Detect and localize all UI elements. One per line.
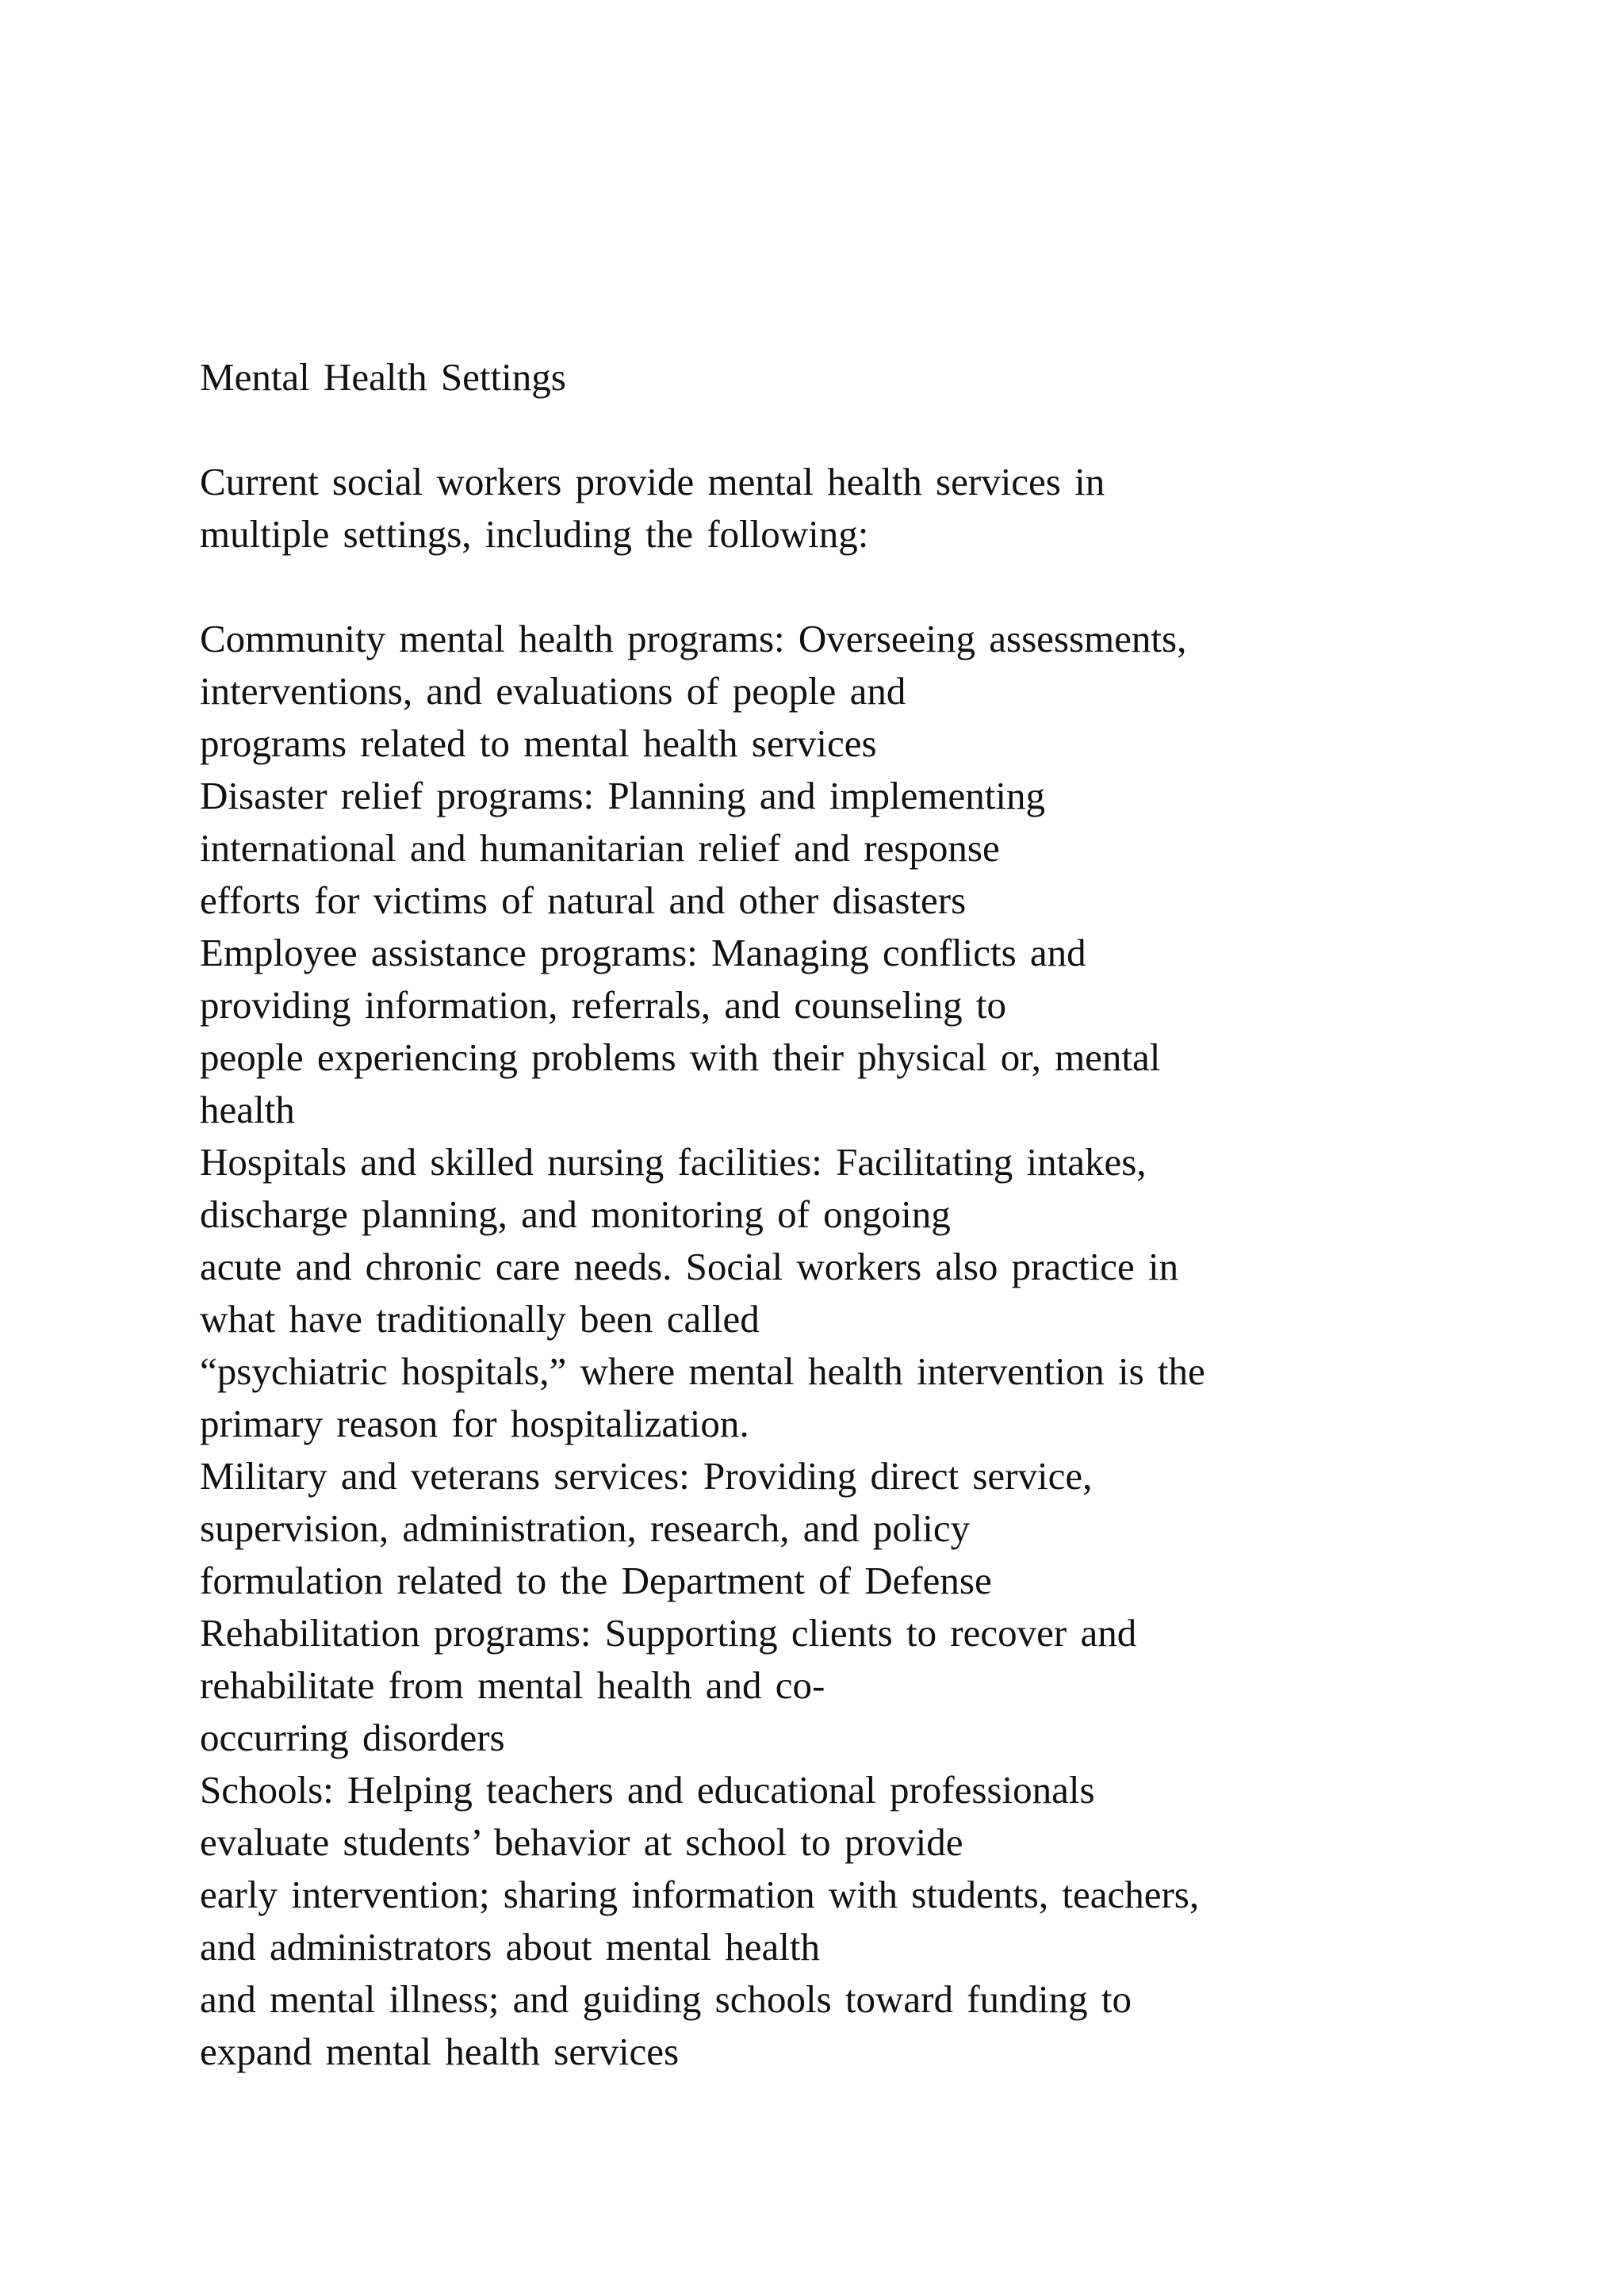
body-line: expand mental health services xyxy=(200,2030,680,2073)
body-line: and mental illness; and guiding schools toward funding to xyxy=(200,1977,1132,2021)
body-line: people experiencing problems with their physical or, mental xyxy=(200,1035,1161,1079)
body-line: international and humanitarian relief and response xyxy=(200,826,1000,870)
body-line: occurring disorders xyxy=(200,1716,505,1759)
body-line: formulation related to the Department of Defense xyxy=(200,1559,992,1602)
document-text xyxy=(200,351,1548,2078)
body-line: Hospitals and skilled nursing facilities: Facilitating intakes, xyxy=(200,1140,1147,1184)
body-line: acute and chronic care needs. Social workers also practice in xyxy=(200,1245,1179,1288)
body-line: interventions, and evaluations of people and xyxy=(200,669,906,713)
body-line: Employee assistance programs: Managing conflicts and xyxy=(200,931,1086,974)
body-line: efforts for victims of natural and other disasters xyxy=(200,878,967,922)
intro-line: Current social workers provide mental health services in xyxy=(200,460,1105,503)
body-line: providing information, referrals, and counseling to xyxy=(200,983,1006,1027)
document-title: Mental Health Settings xyxy=(200,355,566,399)
body-line: Disaster relief programs: Planning and implementing xyxy=(200,774,1046,817)
body-line: supervision, administration, research, and policy xyxy=(200,1506,971,1550)
paragraph-gap xyxy=(200,561,1548,613)
body-line: “psychiatric hospitals,” where mental health intervention is the xyxy=(200,1349,1205,1393)
body-line: rehabilitate from mental health and co- xyxy=(200,1663,825,1707)
body-line: Schools: Helping teachers and educational professionals xyxy=(200,1768,1095,1812)
intro-line: multiple settings, including the following: xyxy=(200,512,869,556)
body-line: what have traditionally been called xyxy=(200,1297,760,1341)
body-line: Rehabilitation programs: Supporting clients to recover and xyxy=(200,1611,1137,1655)
body-line: programs related to mental health services xyxy=(200,721,877,765)
body-line: discharge planning, and monitoring of ongoing xyxy=(200,1192,951,1236)
body-line: early intervention; sharing information with students, teachers, xyxy=(200,1873,1200,1916)
body-line: evaluate students’ behavior at school to provide xyxy=(200,1820,963,1864)
body-line: primary reason for hospitalization. xyxy=(200,1402,749,1445)
body-line: Military and veterans services: Providing direct service, xyxy=(200,1454,1093,1498)
paragraph-gap xyxy=(200,404,1548,456)
body-line: health xyxy=(200,1088,295,1131)
body-line: and administrators about mental health xyxy=(200,1925,821,1969)
body-line: Community mental health programs: Overseeing assessments, xyxy=(200,617,1187,660)
